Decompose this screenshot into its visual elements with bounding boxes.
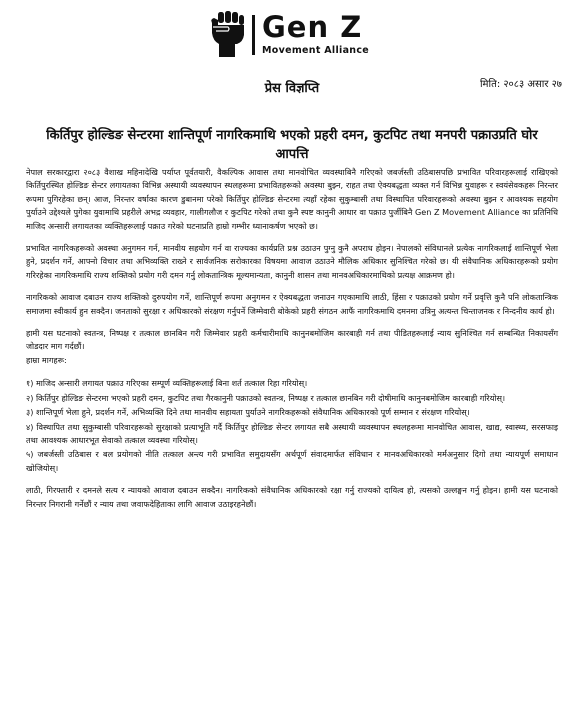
closing-paragraph: लाठी, गिरफ्तारी र दमनले सत्य र न्यायको आवाज दबाउन सक्दैन। नागरिकको संवैधानिक अधिकारको रक्षा गर्नु राज्यको दायित्व हो, त्यसको उल्लङ्घन गर्नु होइन। हामी यस घटनाको निरन्तर निगरानी गर्नेछौं र न्याय तथा जवाफदेहिताका लागि आवाज उठाइरहनेछौं। bbox=[26, 485, 558, 509]
paragraph: प्रभावित नागरिकहरूको अवस्था अनुगमन गर्न, मानवीय सहयोग गर्न वा राज्यका कार्यप्रति प्रश्न उठाउन पुग्नु कुनै अपराध होइन। नेपालको संविधानले प्रत्येक नागरिकलाई शान्तिपूर्ण भेला हुने, प्रदर्शन गर्ने, आफ्नो विचार तथा अभिव्यक्ति राख्ने र सार्वजनिक सरोकारका विषयमा आवाज उठाउने मौलिक अधिकार सुनिश्चित गरेको छ। यी संवैधानिक अधिकारहरूको प्रयोग गरिरहेका नागरिकमाथि राज्य शक्तिको प्रयोग गरी दमन गर्नु लोकतान्त्रिक मूल्यमान्यता, कानुनी शासन तथा मानवअधिकारमाथिको प्रत्यक्ष आक्रमण हो। bbox=[26, 243, 558, 280]
paragraph: नेपाल सरकारद्वारा २०८३ वैशाख महिनादेखि पर्याप्त पूर्वतयारी, वैकल्पिक आवास तथा मानवोचित व्यवस्थाबिनै गरिएको जबर्जस्ती उठिबासपछि प्रभावित परिवारहरूलाई राखिएको किर्तिपुरस्थित होल्डिङ सेन्टर लगायतका विभिन्न अस्थायी व्यवस्थापन स्थलहरूमा प्रभावितहरूको अवस्था बुझ्न, राहत तथा ऐक्यबद्धता व्यक्त गर्न विभिन्न युवाहरू र स्वयंसेवकहरू निरन्तर रूपमा पुगिरहेका छन्। आज, निरन्तर वर्षाका कारण डुबानमा परेको किर्तिपुर होल्डिङ सेन्टरमा त्यहाँ रहेका सुकुम्बासी तथा विस्थापित परिवारहरूको अवस्था बुझ्न र आवश्यक सहयोग पुर्याउने उद्देश्यले पुगेका युवामाथि प्रहरीले अभद्र व्यवहार, गालीगलौज र कुटपिट गरेको तथा कुनै स्पष्ट कानुनी आधार वा पक्राउ पुर्जीबिनै Gen Z Movement Alliance का प्रतिनिधि माजिद अन्सारी लगायतका व्यक्तिहरूलाई पक्राउ गरेको घटनाप्रति हाम्रो गम्भीर ध्यानाकर्षण भएको छ। bbox=[26, 167, 558, 231]
list-item: ३) शान्तिपूर्ण भेला हुने, प्रदर्शन गर्ने, अभिव्यक्ति दिने तथा मानवीय सहायता पुर्याउने नागरिकहरूको संवैधानिक अधिकारको पूर्ण सम्मान र संरक्षण गरियोस्। bbox=[26, 407, 470, 418]
list-item: १) माजिद अन्सारी लगायत पक्राउ गरिएका सम्पूर्ण व्यक्तिहरूलाई बिना शर्त तत्काल रिहा गरियोस्। bbox=[26, 378, 308, 389]
demands-intro: हाम्रा मागहरू: bbox=[26, 354, 67, 365]
brand-subtitle: Movement Alliance bbox=[262, 45, 370, 56]
raised-fist-icon bbox=[208, 11, 246, 57]
list-item: ४) विस्थापित तथा सुकुम्बासी परिवारहरूको सुरक्षाको प्रत्याभूति गर्दै किर्तिपुर होल्डिङ सेन्टर लगायत सबै अस्थायी व्यवस्थापन स्थलहरूमा मानवोचित आवास, खाद्य, स्वास्थ्य, सरसफाइ तथा आवश्यक आधारभूत सेवाको तत्काल व्यवस्था गरियोस्। bbox=[26, 421, 558, 445]
demands-list bbox=[26, 377, 558, 475]
document-title: किर्तिपुर होल्डिङ सेन्टरमा शान्तिपूर्ण नागरिकमाथि भएको प्रहरी दमन, कुटपिट तथा मनपरी पक्राउप्रति घोर आपत्ति bbox=[46, 128, 538, 162]
brand-divider bbox=[252, 15, 255, 55]
press-release-label: प्रेस विज्ञप्ति bbox=[264, 81, 320, 96]
release-date: मिति: २०८३ असार २७ bbox=[479, 79, 562, 90]
list-item: २) किर्तिपुर होल्डिङ सेन्टरमा भएको प्रहरी दमन, कुटपिट तथा गैरकानुनी पक्राउको स्वतन्त्र, निष्पक्ष र तत्काल छानबिन गरी दोषीमाथि कानुनबमोजिम कारबाही गरियोस्। bbox=[26, 392, 506, 403]
letterhead bbox=[208, 11, 408, 63]
list-item: ५) जबर्जस्ती उठिबास र बल प्रयोगको नीति तत्काल अन्त्य गरी प्रभावित समुदायसँग अर्थपूर्ण संवादमार्फत संविधान र मानवअधिकारको मर्मअनुसार दिगो तथा न्यायपूर्ण समाधान खोजियोस्। bbox=[26, 449, 558, 473]
paragraph: नागरिकको आवाज दबाउन राज्य शक्तिको दुरुपयोग गर्ने, शान्तिपूर्ण रूपमा अनुगमन र ऐक्यबद्धता जनाउन गएकामाथि लाठी, हिंसा र पक्राउको प्रयोग गर्ने प्रवृत्ति कुनै पनि लोकतान्त्रिक समाजमा स्वीकार्य हुन सक्दैन। जनताको सुरक्षा र अधिकारको संरक्षण गर्नुपर्ने जिम्मेवारी बोकेको प्रहरी संगठन आफैं नागरिकमाथि दमनमा उत्रिनु अत्यन्त चिन्ताजनक र निन्दनीय कार्य हो। bbox=[26, 292, 558, 316]
paragraph: हामी यस घटनाको स्वतन्त्र, निष्पक्ष र तत्काल छानबिन गरी जिम्मेवार प्रहरी कर्मचारीमाथि कानुनबमोजिम कारबाही गर्न तथा पीडितहरूलाई न्याय सुनिश्चित गर्न सम्बन्धित निकायसँग जोडदार माग गर्दछौं। bbox=[26, 328, 558, 352]
document-body bbox=[26, 166, 558, 520]
brand-name: Gen Z bbox=[262, 10, 363, 44]
